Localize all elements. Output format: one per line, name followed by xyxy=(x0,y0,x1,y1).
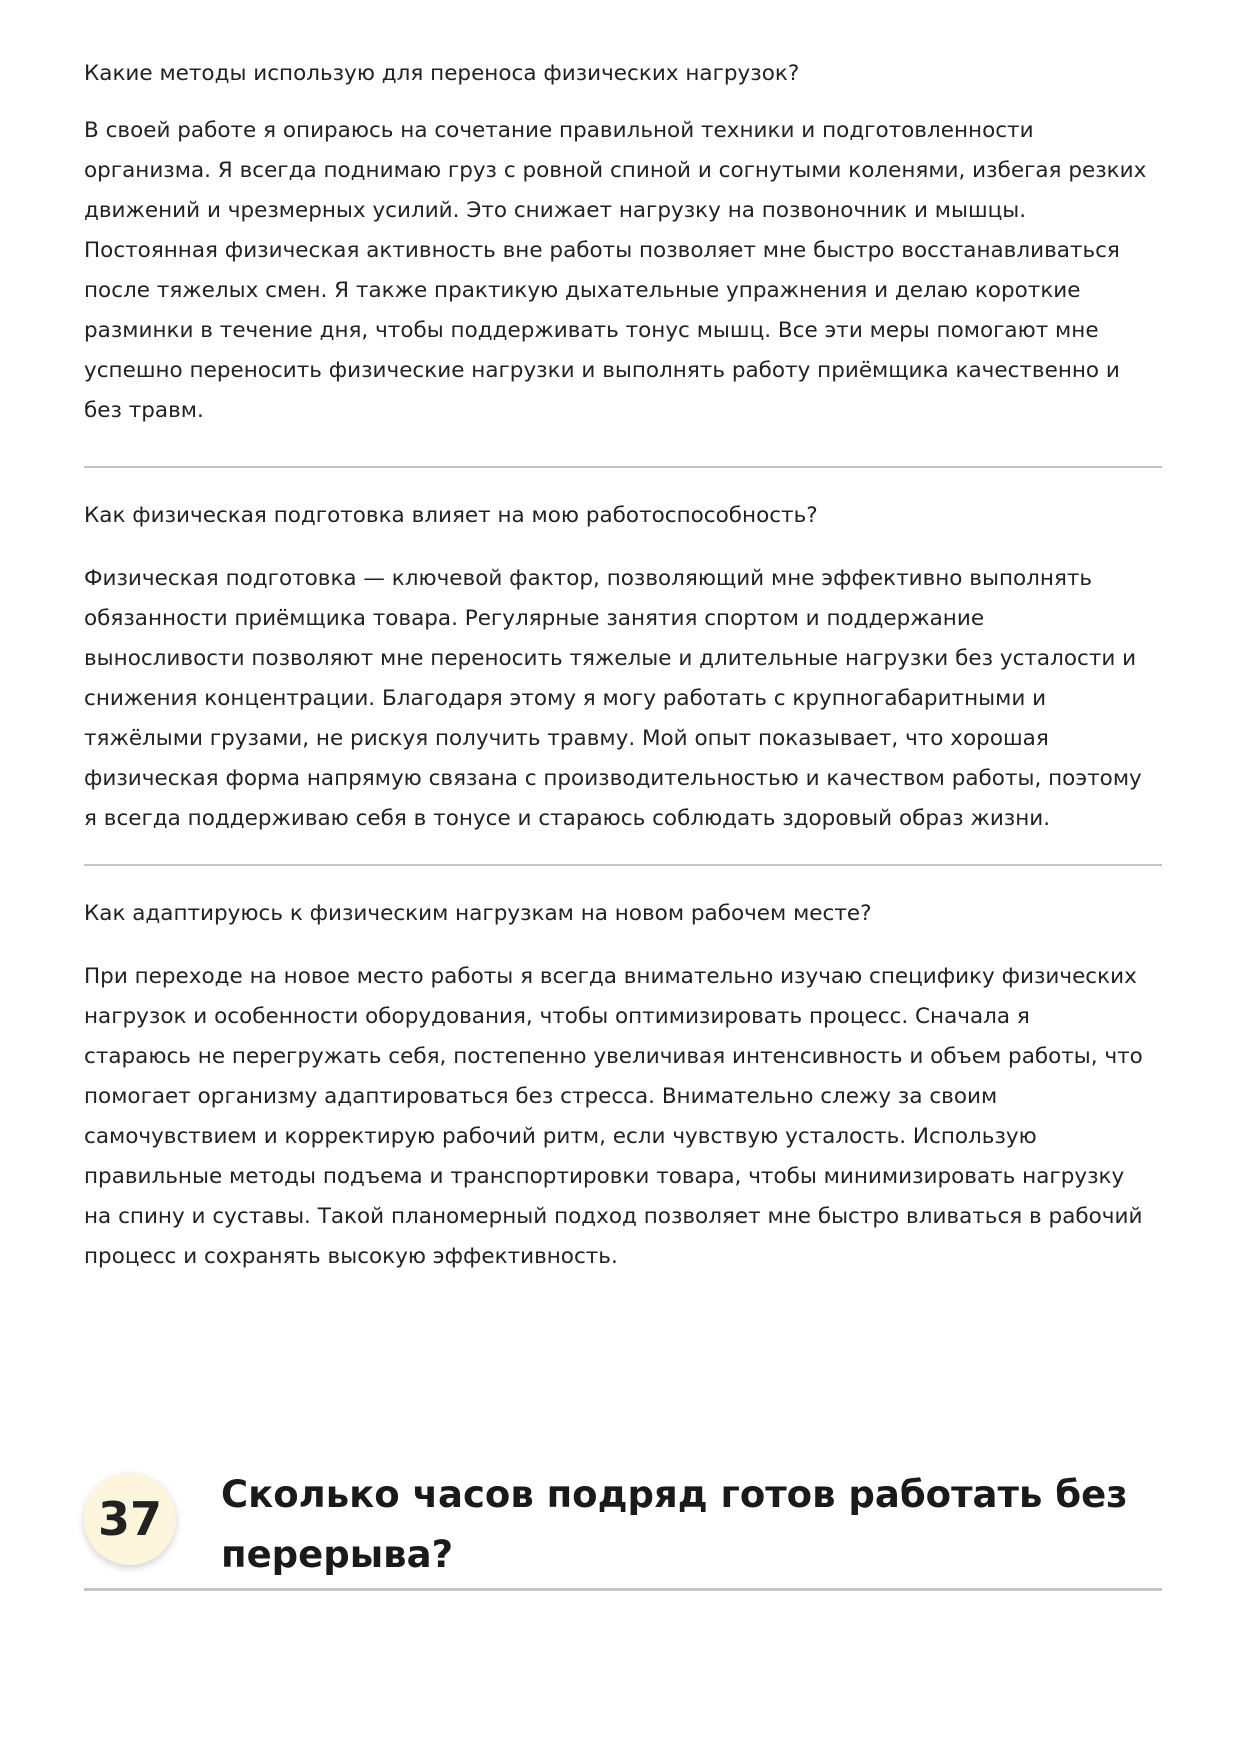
answer-line: движений и чрезмерных усилий. Это снижает нагрузку на позвоночник и мышцы. xyxy=(84,198,1027,223)
answer-line: Постоянная физическая активность вне работы позволяет мне быстро восстанавливаться xyxy=(84,238,1120,263)
answer-line: я всегда поддерживаю себя в тонусе и стараюсь соблюдать здоровый образ жизни. xyxy=(84,806,1051,831)
question-1: Какие методы использую для переноса физических нагрузок? xyxy=(84,61,800,86)
answer-line: выносливости позволяют мне переносить тяжелые и длительные нагрузки без усталости и xyxy=(84,646,1137,671)
answer-line: после тяжелых смен. Я также практикую дыхательные упражнения и делаю короткие xyxy=(84,278,1081,303)
qa-block-1 xyxy=(84,58,1162,472)
answer-line: обязанности приёмщика товара. Регулярные занятия спортом и поддержание xyxy=(84,606,985,631)
answer-line: разминки в течение дня, чтобы поддерживать тонус мышц. Все эти меры помогают мне xyxy=(84,318,1099,343)
answer-line: тяжёлыми грузами, не рискуя получить травму. Мой опыт показывает, что хорошая xyxy=(84,726,1049,751)
answer-line: организма. Я всегда поднимаю груз с ровной спиной и согнутыми коленями, избегая резких xyxy=(84,158,1147,183)
document-page xyxy=(84,58,1162,1269)
answer-line: помогает организму адаптироваться без стресса. Внимательно слежу за своим xyxy=(84,1084,998,1109)
answer-line: процесс и сохранять высокую эффективность. xyxy=(84,1244,618,1269)
answer-1 xyxy=(84,111,1146,431)
answer-line: При переходе на новое место работы я всегда внимательно изучаю специфику физических xyxy=(84,964,1137,989)
section-number-badge: 37 xyxy=(84,1473,176,1565)
section-title xyxy=(221,1465,1161,1585)
answer-line: физическая форма напрямую связана с производительностью и качеством работы, поэтому xyxy=(84,766,1142,791)
answer-line: В своей работе я опираюсь на сочетание правильной техники и подготовленности xyxy=(84,118,1034,143)
section-title-line: перерыва? xyxy=(221,1533,454,1576)
answer-line: самочувствием и корректирую рабочий ритм, если чувствую усталость. Использую xyxy=(84,1124,1037,1149)
divider xyxy=(84,466,1162,468)
answer-line: правильные методы подъема и транспортировки товара, чтобы минимизировать нагрузку xyxy=(84,1164,1125,1189)
answer-line: стараюсь не перегружать себя, постепенно увеличивая интенсивность и объем работы, что xyxy=(84,1044,1143,1069)
question-3: Как адаптируюсь к физическим нагрузкам на новом рабочем месте? xyxy=(84,901,872,926)
section-divider xyxy=(84,1588,1162,1591)
answer-line: нагрузок и особенности оборудования, чтобы оптимизировать процесс. Сначала я xyxy=(84,1004,1030,1029)
question-2: Как физическая подготовка влияет на мою работоспособность? xyxy=(84,503,818,528)
answer-line: на спину и суставы. Такой планомерный подход позволяет мне быстро вливаться в рабочий xyxy=(84,1204,1143,1229)
answer-line: Физическая подготовка — ключевой фактор, позволяющий мне эффективно выполнять xyxy=(84,566,1093,591)
answer-line: снижения концентрации. Благодаря этому я могу работать с крупногабаритными и xyxy=(84,686,1047,711)
answer-line: успешно переносить физические нагрузки и выполнять работу приёмщика качественно и xyxy=(84,358,1120,383)
answer-3 xyxy=(84,957,1162,1277)
answer-line: без травм. xyxy=(84,398,204,423)
section-title-line: Сколько часов подряд готов работать без xyxy=(221,1473,1128,1516)
divider xyxy=(84,864,1162,866)
answer-2 xyxy=(84,559,1162,839)
